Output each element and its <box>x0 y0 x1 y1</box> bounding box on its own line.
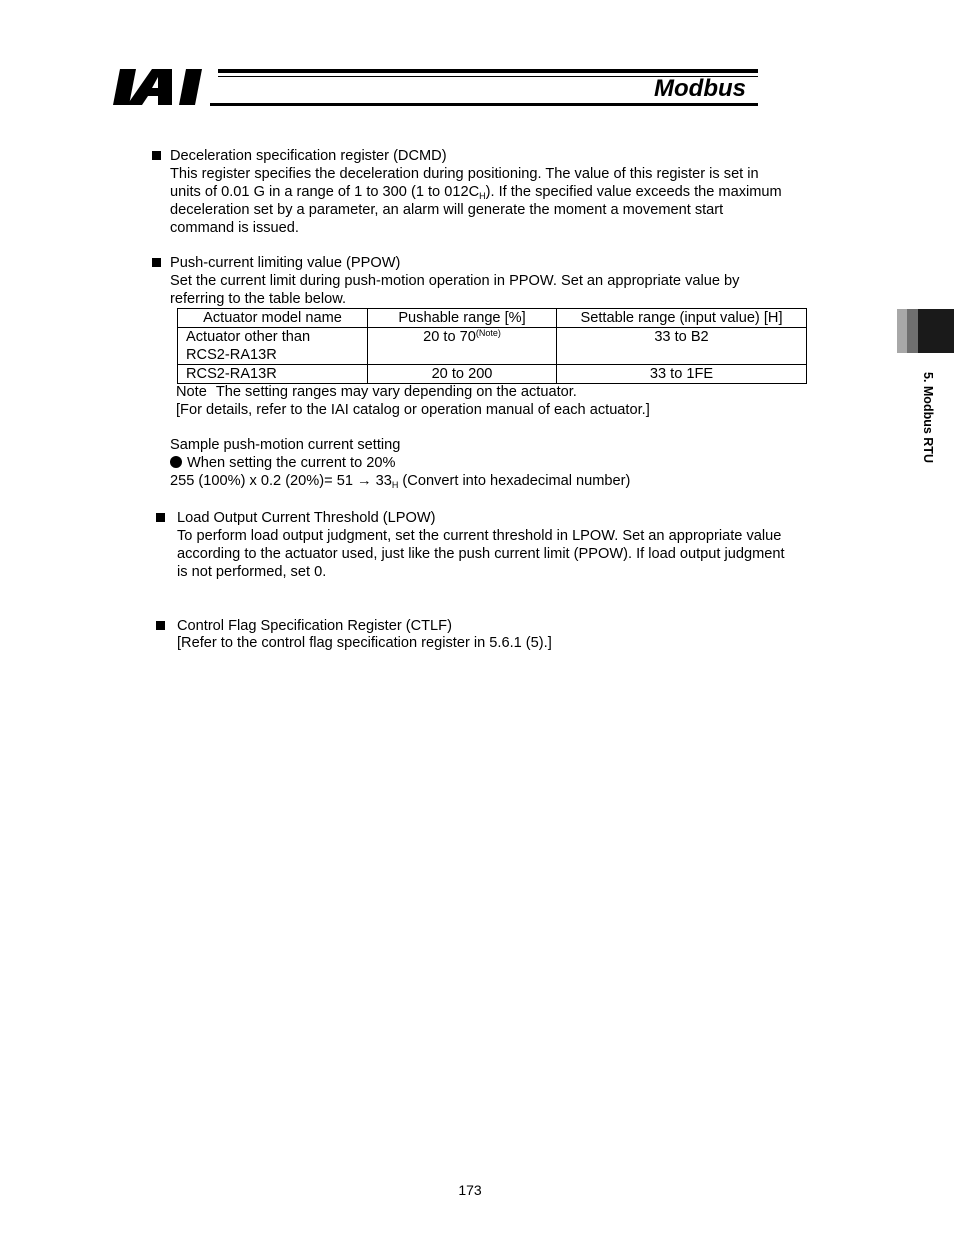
ppow-line-2: referring to the table below. <box>170 291 347 307</box>
circle-bullet-icon <box>170 456 182 468</box>
sample-calc-pre: 255 (100%) x 0.2 (20%)= 51 → 33 <box>170 473 392 489</box>
sample-calc-post: (Convert into hexadecimal number) <box>398 473 631 489</box>
side-tab-label: 5. Modbus RTU <box>921 372 935 463</box>
sample-case <box>170 454 630 472</box>
page-number: 173 <box>458 1182 482 1198</box>
ppow-heading <box>152 254 400 272</box>
header-rule-thick <box>218 69 758 73</box>
table-row <box>178 365 807 384</box>
dcmd-line-4: command is issued. <box>170 220 299 236</box>
model-line-2: RCS2-RA13R <box>186 347 277 363</box>
side-tab-dark <box>918 309 954 353</box>
lpow-line-2: according to the actuator used, just like the push current limit (PPOW). If load output judgment <box>177 546 785 562</box>
table-header-settable: Settable range (input value) [H] <box>557 309 807 328</box>
ppow-note <box>176 383 650 419</box>
iai-logo <box>112 66 212 108</box>
header-title: Modbus <box>654 75 746 102</box>
square-bullet-icon <box>156 621 165 630</box>
dcmd-line-2-pre: units of 0.01 G in a range of 1 to 300 (1 to 012C <box>170 184 480 200</box>
square-bullet-icon <box>156 513 165 522</box>
table-cell-pushable: 20 to 200 <box>368 365 557 384</box>
ppow-line-1: Set the current limit during push-motion operation in PPOW. Set an appropriate value by <box>170 273 740 289</box>
square-bullet-icon <box>152 151 161 160</box>
note-detail: [For details, refer to the IAI catalog or operation manual of each actuator.] <box>176 402 650 418</box>
sample-calc <box>170 472 630 490</box>
ppow-heading-text: Push-current limiting value (PPOW) <box>170 255 401 271</box>
dcmd-body <box>170 165 782 237</box>
ctlf-heading <box>156 617 452 635</box>
sample-title: Sample push-motion current setting <box>170 437 401 453</box>
side-tab-mid <box>907 309 918 353</box>
dcmd-line-1: This register specifies the deceleration during positioning. The value of this register is set in <box>170 166 759 182</box>
sample-hex-subscript: H <box>391 480 399 490</box>
table-header-model: Actuator model name <box>178 309 368 328</box>
dcmd-heading-text: Deceleration specification register (DCMD) <box>170 148 447 164</box>
lpow-body <box>177 527 785 581</box>
dcmd-line-2 <box>170 183 782 201</box>
ctlf-heading-text: Control Flag Specification Register (CTLF) <box>177 618 452 634</box>
lpow-line-3: is not performed, set 0. <box>177 564 327 580</box>
table-cell-pushable <box>368 328 557 365</box>
pushable-value: 20 to 70 <box>423 329 476 345</box>
push-range-table <box>177 308 807 384</box>
table-cell-settable: 33 to B2 <box>557 328 807 365</box>
table-cell-model <box>178 328 368 365</box>
note-line <box>176 383 650 401</box>
side-tab-light <box>897 309 907 353</box>
table-cell-settable: 33 to 1FE <box>557 365 807 384</box>
table-header-pushable: Pushable range [%] <box>368 309 557 328</box>
table-row <box>178 328 807 365</box>
dcmd-heading <box>152 147 447 165</box>
ppow-body <box>170 272 739 308</box>
dcmd-hex-subscript: H <box>479 191 486 201</box>
model-line-1: Actuator other than <box>186 329 311 345</box>
sample-case-text: When setting the current to 20% <box>187 455 396 471</box>
pushable-note-mark: (Note) <box>475 328 501 338</box>
table-header-row <box>178 309 807 328</box>
note-text: The setting ranges may vary depending on the actuator. <box>215 384 577 400</box>
square-bullet-icon <box>152 258 161 267</box>
ctlf-line-1: [Refer to the control flag specification register in 5.6.1 (5).] <box>177 635 552 651</box>
lpow-heading-text: Load Output Current Threshold (LPOW) <box>177 510 436 526</box>
iai-logo-mark <box>112 66 212 108</box>
lpow-line-1: To perform load output judgment, set the current threshold in LPOW. Set an appropriate value <box>177 528 782 544</box>
lpow-heading <box>156 509 435 527</box>
sample-block <box>170 436 630 490</box>
dcmd-line-2-post: ). If the specified value exceeds the maximum <box>485 184 782 200</box>
ctlf-body <box>177 634 552 652</box>
table-cell-model: RCS2-RA13R <box>178 365 368 384</box>
note-label: Note <box>176 384 207 400</box>
dcmd-line-3: deceleration set by a parameter, an alarm will generate the moment a movement start <box>170 202 724 218</box>
